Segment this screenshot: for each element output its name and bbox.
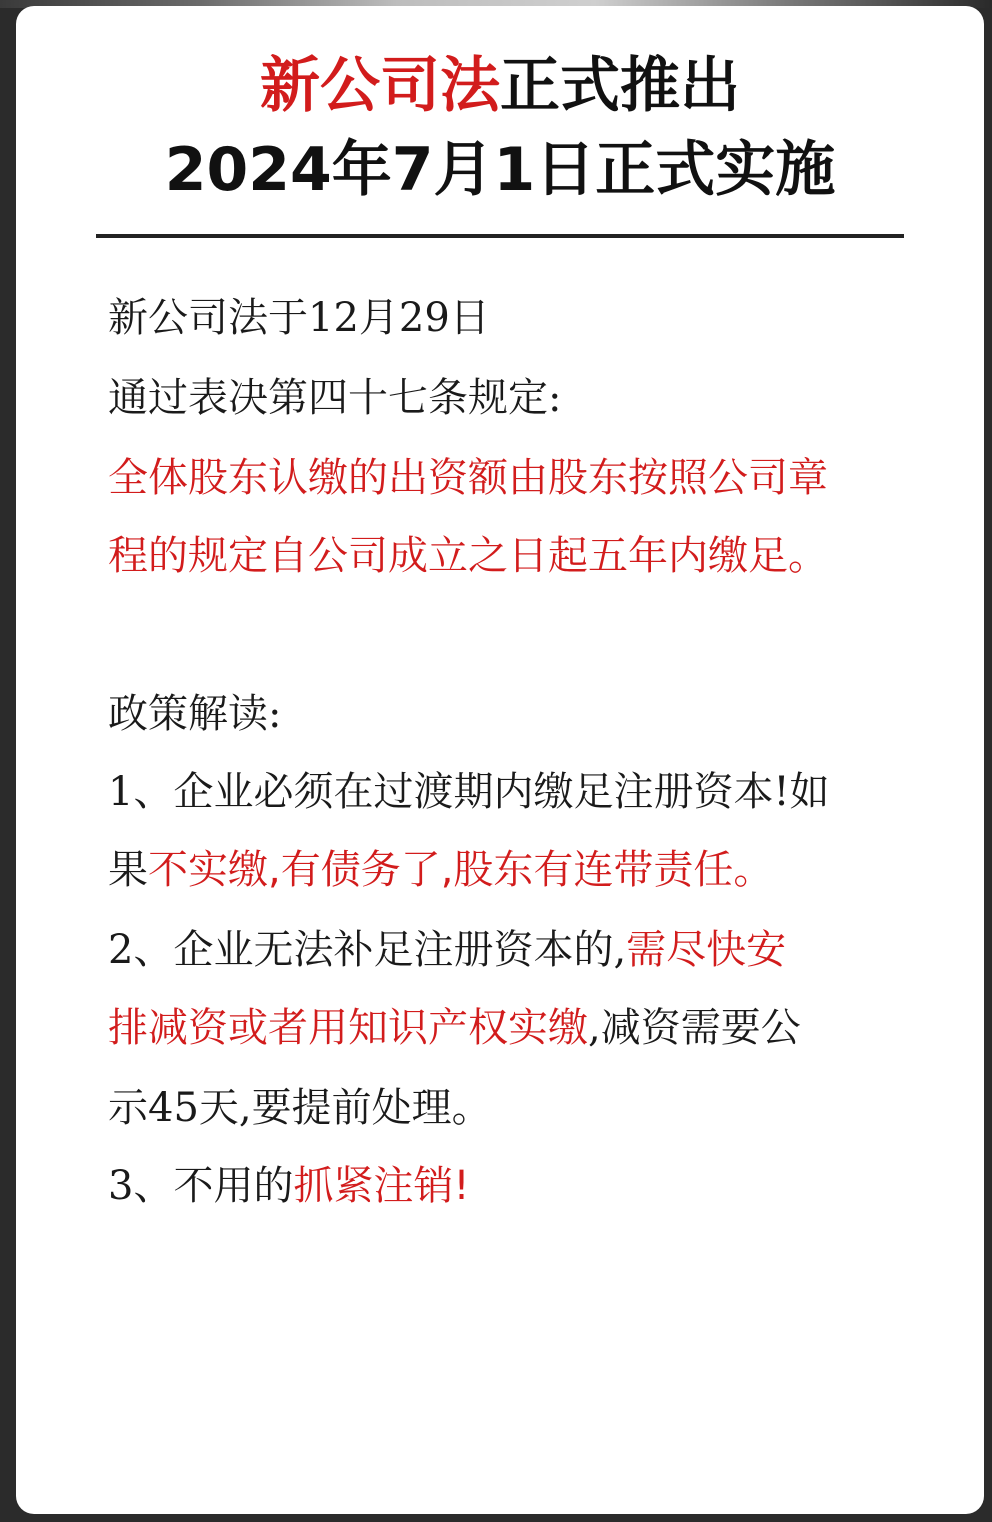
item-2-text-2: ,减资需要公 <box>588 1005 801 1051</box>
title-highlight: 新公司法 <box>260 51 500 121</box>
item-3-highlight: 抓紧注销! <box>293 1163 470 1209</box>
title-line-2: 2024年7月1日正式实施 <box>164 135 836 205</box>
section-title: 政策解读: <box>108 691 282 737</box>
item-1-prefix: 果 <box>108 847 148 893</box>
paragraph-rule-line-1: 全体股东认缴的出资额由股东按照公司章 <box>108 455 828 501</box>
title-line-1 <box>16 44 984 128</box>
item-2-line-1 <box>108 910 908 990</box>
item-3 <box>108 1146 908 1226</box>
divider <box>96 234 904 238</box>
item-2-line-3: 示45天,要提前处理。 <box>108 1085 492 1131</box>
item-2-highlight-2: 排减资或者用知识产权实缴 <box>108 1005 588 1051</box>
paragraph-date: 新公司法于12月29日 <box>108 295 490 341</box>
item-1-highlight: 不实缴,有债务了,股东有连带责任。 <box>148 847 774 893</box>
item-2-line-2 <box>108 988 908 1068</box>
item-1-line-2 <box>108 830 908 910</box>
item-1-line-1: 1、企业必须在过渡期内缴足注册资本!如 <box>108 769 830 815</box>
paragraph-article: 通过表决第四十七条规定: <box>108 375 562 421</box>
item-2-text: 2、企业无法补足注册资本的, <box>108 927 627 973</box>
document-card <box>16 6 984 1514</box>
item-2-highlight: 需尽快安 <box>626 927 787 973</box>
title-rest: 正式推出 <box>500 51 740 121</box>
item-3-text: 3、不用的 <box>108 1163 294 1209</box>
paragraph-rule-line-2: 程的规定自公司成立之日起五年内缴足。 <box>108 533 828 579</box>
